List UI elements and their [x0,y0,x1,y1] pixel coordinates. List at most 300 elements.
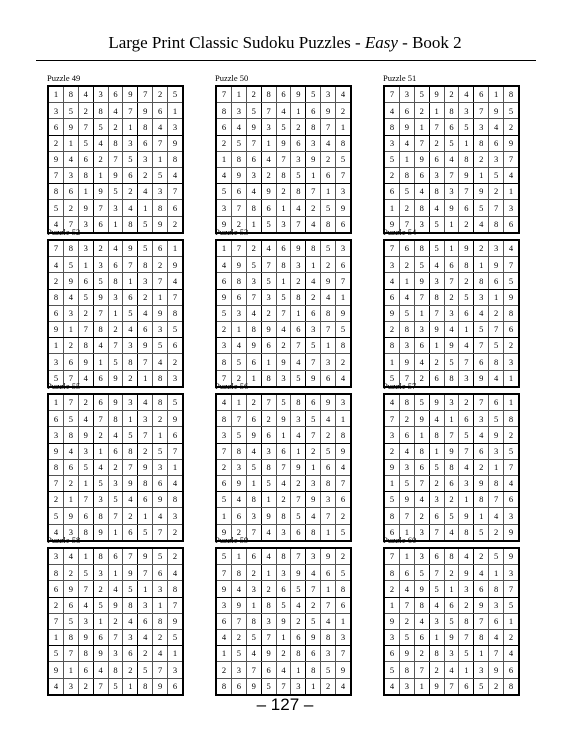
grid-cell: 3 [216,200,231,216]
grid-cell: 2 [246,240,261,257]
grid-cell: 5 [414,565,429,581]
grid-cell: 6 [459,678,474,695]
grid-cell: 9 [336,305,352,321]
grid-row [216,289,351,305]
grid-cell: 5 [216,305,231,321]
grid-cell: 3 [261,613,276,629]
grid-cell: 4 [444,662,459,678]
grid-cell: 4 [246,184,261,200]
grid-cell: 7 [48,240,63,257]
grid-cell: 3 [108,200,123,216]
grid-cell: 7 [153,135,168,151]
grid-cell: 4 [321,135,336,151]
grid-cell: 1 [78,475,93,491]
grid-cell: 3 [216,338,231,354]
grid-cell: 9 [384,613,399,629]
grid-cell: 4 [78,370,93,387]
grid-row [384,548,519,565]
grid-cell: 2 [459,394,474,411]
grid-cell: 3 [489,597,504,613]
grid-cell: 1 [459,321,474,337]
grid-cell: 7 [138,86,153,103]
grid-cell: 2 [138,646,153,662]
grid-row [384,240,519,257]
grid-cell: 5 [108,492,123,508]
grid-cell: 2 [246,565,261,581]
grid-cell: 4 [414,492,429,508]
grid-cell: 3 [444,646,459,662]
grid-cell: 9 [63,119,78,135]
grid-cell: 6 [504,321,520,337]
grid-cell: 9 [246,427,261,443]
grid-cell: 8 [108,662,123,678]
grid-cell: 1 [321,581,336,597]
puzzle-label: Puzzle 57 [383,381,417,391]
grid-cell: 2 [444,289,459,305]
grid-row [216,613,351,629]
grid-cell: 4 [459,86,474,103]
grid-cell: 9 [489,427,504,443]
sudoku-grid [383,393,520,542]
grid-cell: 2 [78,394,93,411]
grid-cell: 2 [429,475,444,491]
grid-cell: 8 [48,565,63,581]
grid-cell: 6 [63,184,78,200]
grid-cell: 7 [504,581,520,597]
grid-cell: 7 [138,427,153,443]
grid-cell: 3 [459,581,474,597]
grid-cell: 2 [444,492,459,508]
grid-cell: 7 [216,370,231,387]
grid-cell: 1 [153,151,168,167]
grid-cell: 8 [123,216,138,233]
grid-cell: 1 [168,240,184,257]
grid-cell: 6 [384,184,399,200]
grid-cell: 4 [93,662,108,678]
grid-cell: 5 [216,548,231,565]
grid-cell: 9 [153,305,168,321]
grid-cell: 1 [63,662,78,678]
grid-row [216,103,351,119]
grid-cell: 2 [168,354,184,370]
grid-cell: 2 [276,184,291,200]
grid-cell: 6 [414,629,429,645]
grid-cell: 2 [459,216,474,233]
grid-row [48,273,183,289]
grid-cell: 5 [276,289,291,305]
grid-cell: 5 [78,459,93,475]
grid-cell: 3 [261,119,276,135]
grid-cell: 4 [504,475,520,491]
title-difficulty: Easy [364,33,398,52]
grid-cell: 5 [399,629,414,645]
grid-cell: 5 [474,321,489,337]
grid-cell: 5 [444,135,459,151]
grid-cell: 4 [123,613,138,629]
grid-cell: 2 [93,151,108,167]
grid-cell: 8 [246,492,261,508]
grid-cell: 4 [246,646,261,662]
grid-cell: 5 [153,548,168,565]
grid-cell: 4 [474,305,489,321]
grid-row [48,184,183,200]
grid-cell: 9 [216,216,231,233]
grid-cell: 2 [108,613,123,629]
grid-cell: 7 [108,508,123,524]
grid-cell: 2 [474,240,489,257]
grid-cell: 6 [291,629,306,645]
grid-cell: 5 [78,289,93,305]
grid-cell: 7 [123,459,138,475]
sudoku-puzzle [47,381,184,542]
grid-cell: 5 [93,597,108,613]
grid-cell: 5 [123,427,138,443]
grid-cell: 3 [123,338,138,354]
grid-row [48,257,183,273]
grid-cell: 5 [246,459,261,475]
grid-cell: 9 [48,321,63,337]
grid-cell: 9 [414,151,429,167]
grid-cell: 8 [93,103,108,119]
grid-cell: 1 [123,273,138,289]
grid-cell: 7 [504,459,520,475]
grid-cell: 7 [108,151,123,167]
grid-cell: 7 [93,678,108,695]
grid-cell: 5 [429,240,444,257]
grid-cell: 4 [108,427,123,443]
grid-cell: 1 [384,597,399,613]
grid-cell: 4 [306,216,321,233]
grid-cell: 2 [123,184,138,200]
grid-cell: 8 [489,475,504,491]
grid-cell: 3 [168,370,184,387]
grid-cell: 6 [63,597,78,613]
grid-cell: 6 [168,200,184,216]
grid-cell: 7 [306,354,321,370]
grid-cell: 6 [123,289,138,305]
grid-cell: 2 [231,370,246,387]
grid-cell: 1 [399,273,414,289]
grid-cell: 6 [459,411,474,427]
grid-cell: 8 [429,646,444,662]
grid-cell: 1 [261,354,276,370]
grid-cell: 3 [474,662,489,678]
grid-cell: 2 [429,662,444,678]
grid-cell: 8 [399,394,414,411]
grid-cell: 1 [246,597,261,613]
grid-cell: 4 [429,257,444,273]
grid-cell: 9 [63,581,78,597]
grid-cell: 2 [399,411,414,427]
grid-cell: 6 [306,646,321,662]
puzzle-label: Puzzle 55 [47,381,81,391]
grid-cell: 9 [291,459,306,475]
grid-cell: 6 [321,459,336,475]
grid-cell: 1 [48,629,63,645]
sudoku-puzzle [383,535,520,696]
grid-cell: 7 [276,305,291,321]
grid-cell: 6 [321,167,336,183]
grid-cell: 4 [168,273,184,289]
grid-cell: 7 [384,86,399,103]
grid-cell: 7 [414,135,429,151]
grid-cell: 1 [336,289,352,305]
grid-cell: 3 [414,321,429,337]
grid-cell: 6 [231,678,246,695]
grid-cell: 8 [336,581,352,597]
grid-cell: 2 [261,305,276,321]
grid-cell: 2 [108,119,123,135]
grid-cell: 2 [231,216,246,233]
grid-cell: 8 [321,216,336,233]
grid-cell: 8 [153,370,168,387]
grid-cell: 6 [474,354,489,370]
grid-cell: 7 [504,257,520,273]
grid-cell: 4 [459,338,474,354]
grid-cell: 8 [414,200,429,216]
grid-cell: 4 [48,216,63,233]
grid-cell: 6 [48,119,63,135]
grid-cell: 7 [336,167,352,183]
grid-cell: 5 [93,475,108,491]
grid-cell: 3 [63,678,78,695]
grid-cell: 7 [48,613,63,629]
grid-cell: 1 [321,524,336,541]
grid-cell: 3 [231,459,246,475]
grid-cell: 4 [321,289,336,305]
grid-cell: 6 [306,305,321,321]
grid-cell: 2 [261,581,276,597]
grid-cell: 2 [504,338,520,354]
grid-cell: 7 [504,151,520,167]
grid-cell: 7 [429,565,444,581]
grid-cell: 6 [444,119,459,135]
grid-cell: 2 [336,508,352,524]
grid-cell: 9 [231,597,246,613]
grid-cell: 1 [399,548,414,565]
grid-cell: 4 [123,200,138,216]
grid-cell: 5 [48,646,63,662]
grid-cell: 8 [78,524,93,541]
grid-cell: 8 [168,305,184,321]
grid-cell: 3 [489,240,504,257]
grid-row [384,613,519,629]
grid-row [384,678,519,695]
grid-cell: 6 [78,151,93,167]
grid-cell: 8 [246,200,261,216]
grid-cell: 8 [291,289,306,305]
grid-row [48,548,183,565]
grid-cell: 3 [261,289,276,305]
grid-cell: 2 [429,354,444,370]
grid-cell: 5 [399,475,414,491]
grid-row [48,581,183,597]
grid-cell: 6 [489,135,504,151]
grid-cell: 6 [474,443,489,459]
grid-cell: 8 [291,646,306,662]
grid-cell: 9 [153,678,168,695]
grid-cell: 5 [306,86,321,103]
grid-cell: 8 [399,662,414,678]
grid-cell: 8 [444,370,459,387]
grid-cell: 1 [321,184,336,200]
grid-cell: 6 [231,184,246,200]
grid-cell: 8 [168,492,184,508]
grid-cell: 3 [123,394,138,411]
grid-cell: 2 [306,200,321,216]
grid-cell: 7 [138,565,153,581]
grid-cell: 9 [78,629,93,645]
grid-cell: 7 [489,646,504,662]
grid-cell: 1 [138,508,153,524]
grid-cell: 7 [78,321,93,337]
grid-cell: 8 [246,321,261,337]
grid-cell: 1 [93,443,108,459]
grid-cell: 6 [414,338,429,354]
grid-cell: 9 [414,581,429,597]
grid-cell: 9 [261,184,276,200]
grid-cell: 9 [63,508,78,524]
grid-cell: 4 [138,184,153,200]
grid-cell: 6 [504,492,520,508]
grid-cell: 6 [291,135,306,151]
grid-cell: 5 [246,629,261,645]
grid-cell: 9 [459,167,474,183]
grid-cell: 6 [63,354,78,370]
grid-cell: 9 [123,475,138,491]
grid-cell: 7 [276,678,291,695]
grid-cell: 6 [276,240,291,257]
grid-row [384,492,519,508]
grid-cell: 4 [153,646,168,662]
grid-cell: 5 [63,613,78,629]
grid-cell: 8 [504,305,520,321]
sudoku-puzzle [47,227,184,388]
grid-row [48,135,183,151]
grid-cell: 2 [306,289,321,305]
grid-cell: 4 [291,597,306,613]
grid-cell: 2 [78,678,93,695]
grid-cell: 2 [153,86,168,103]
grid-row [384,508,519,524]
grid-cell: 1 [123,119,138,135]
grid-cell: 5 [276,597,291,613]
grid-cell: 1 [399,151,414,167]
grid-cell: 3 [444,394,459,411]
grid-cell: 7 [48,475,63,491]
grid-cell: 9 [489,257,504,273]
grid-cell: 5 [108,184,123,200]
grid-cell: 3 [231,103,246,119]
grid-cell: 6 [429,508,444,524]
grid-cell: 7 [474,613,489,629]
grid-cell: 3 [291,151,306,167]
grid-cell: 4 [48,524,63,541]
grid-cell: 1 [414,427,429,443]
grid-cell: 4 [414,354,429,370]
grid-cell: 2 [108,321,123,337]
grid-cell: 4 [261,548,276,565]
grid-cell: 9 [399,119,414,135]
grid-cell: 4 [246,305,261,321]
grid-cell: 4 [108,581,123,597]
grid-cell: 1 [261,492,276,508]
grid-cell: 7 [48,167,63,183]
grid-cell: 2 [291,119,306,135]
grid-cell: 7 [231,240,246,257]
grid-cell: 1 [231,548,246,565]
grid-row [216,354,351,370]
grid-cell: 1 [489,289,504,305]
grid-row [384,427,519,443]
grid-cell: 9 [444,200,459,216]
grid-cell: 6 [231,289,246,305]
grid-cell: 4 [276,662,291,678]
grid-cell: 4 [384,103,399,119]
grid-cell: 3 [231,662,246,678]
title-prefix: Large Print Classic Sudoku Puzzles - [108,33,365,52]
grid-cell: 2 [78,103,93,119]
grid-cell: 2 [168,548,184,565]
grid-cell: 8 [336,338,352,354]
grid-cell: 2 [489,524,504,541]
grid-cell: 5 [108,354,123,370]
grid-cell: 7 [489,492,504,508]
grid-cell: 7 [63,646,78,662]
grid-cell: 4 [93,459,108,475]
grid-row [216,167,351,183]
sudoku-grid [215,547,352,696]
grid-cell: 9 [153,492,168,508]
grid-cell: 7 [276,459,291,475]
sudoku-grid [215,239,352,388]
sudoku-puzzle [47,73,184,234]
grid-cell: 1 [504,370,520,387]
grid-cell: 8 [108,273,123,289]
grid-cell: 6 [93,370,108,387]
sudoku-grid [383,239,520,388]
grid-cell: 3 [384,427,399,443]
grid-cell: 3 [276,565,291,581]
grid-cell: 6 [489,394,504,411]
grid-cell: 2 [489,678,504,695]
grid-cell: 5 [504,103,520,119]
grid-cell: 4 [384,678,399,695]
grid-cell: 4 [153,119,168,135]
grid-cell: 6 [123,524,138,541]
grid-cell: 4 [306,508,321,524]
grid-cell: 8 [306,524,321,541]
grid-cell: 8 [216,678,231,695]
grid-cell: 5 [153,167,168,183]
grid-cell: 2 [384,167,399,183]
grid-cell: 9 [429,394,444,411]
grid-cell: 5 [63,411,78,427]
grid-cell: 6 [399,103,414,119]
grid-cell: 3 [123,629,138,645]
grid-cell: 7 [261,103,276,119]
grid-cell: 9 [276,411,291,427]
grid-cell: 5 [261,475,276,491]
grid-cell: 8 [489,354,504,370]
grid-cell: 9 [168,613,184,629]
grid-cell: 5 [459,646,474,662]
grid-cell: 8 [321,475,336,491]
grid-row [48,305,183,321]
grid-row [216,662,351,678]
grid-cell: 9 [306,492,321,508]
grid-cell: 6 [276,443,291,459]
